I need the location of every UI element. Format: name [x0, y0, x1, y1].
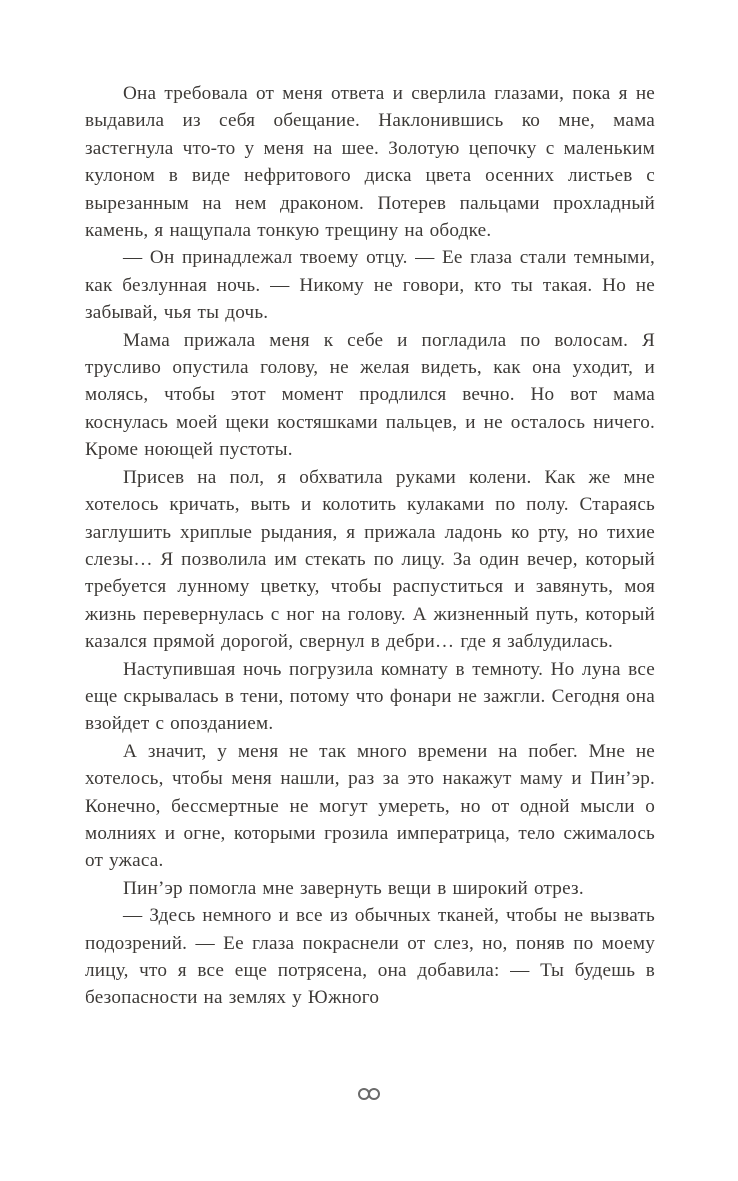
paragraph: Она требовала от меня ответа и сверлила глазами, пока я не выдавила из себя обещание. Наклонившись ко мне, мама застегнула что-то у меня на шее. Золотую цепочку с маленьким кулоном в виде нефритового диска цвета осенних листьев с вырезанным на нем драконом. Потерев пальцами прохладный камень, я нащупала тонкую трещину на ободке.	[85, 83, 655, 242]
paragraph: Присев на пол, я обхватила руками колени. Как же мне хотелось кричать, выть и колотить кулаками по полу. Стараясь заглушить хриплые рыдания, я прижала ладонь ко рту, но тихие слезы… Я позволила им стекать по лицу. За один вечер, который требуется лунному цветку, чтобы распуститься и завянуть, моя жизнь перевернулась с ног на голову. А жизненный путь, который казался прямой дорогой, свернул в дебри… где я заблудилась.	[85, 466, 655, 653]
paragraph: Пин’эр помогла мне завернуть вещи в широкий отрез.	[123, 877, 584, 899]
paragraph: А значит, у меня не так много времени на побег. Мне не хотелось, чтобы меня нашли, раз за это накажут маму и Пин’эр. Конечно, бессмертные не могут умереть, но от одной мысли о молниях и огне, которыми грозила императрица, тело сжималось от ужаса.	[85, 740, 655, 872]
text-block	[85, 80, 655, 1012]
double-ring-ornament-icon	[0, 1088, 738, 1100]
paragraph: Наступившая ночь погрузила комнату в темноту. Но луна все еще скрывалась в тени, потому что фонари не зажгли. Сегодня она взойдет с опозданием.	[85, 658, 655, 735]
paragraph: — Здесь немного и все из обычных тканей, чтобы не вызвать подозрений. — Ее глаза покраснели от слез, но, поняв по моему лицу, что я все еще потрясена, она добавила: — Ты будешь в безопасности на землях у Южного	[85, 905, 655, 1009]
paragraph: — Он принадлежал твоему отцу. — Ее глаза стали темными, как безлунная ночь. — Никому не говори, кто ты такая. Но не забывай, чья ты дочь.	[85, 247, 655, 324]
paragraph: Мама прижала меня к себе и погладила по волосам. Я трусливо опустила голову, не желая видеть, как она уходит, и молясь, чтобы этот момент продлился вечно. Но вот мама коснулась моей щеки костяшками пальцев, и не осталось ничего. Кроме ноющей пустоты.	[85, 329, 655, 461]
ornament-ring-right	[368, 1088, 380, 1100]
